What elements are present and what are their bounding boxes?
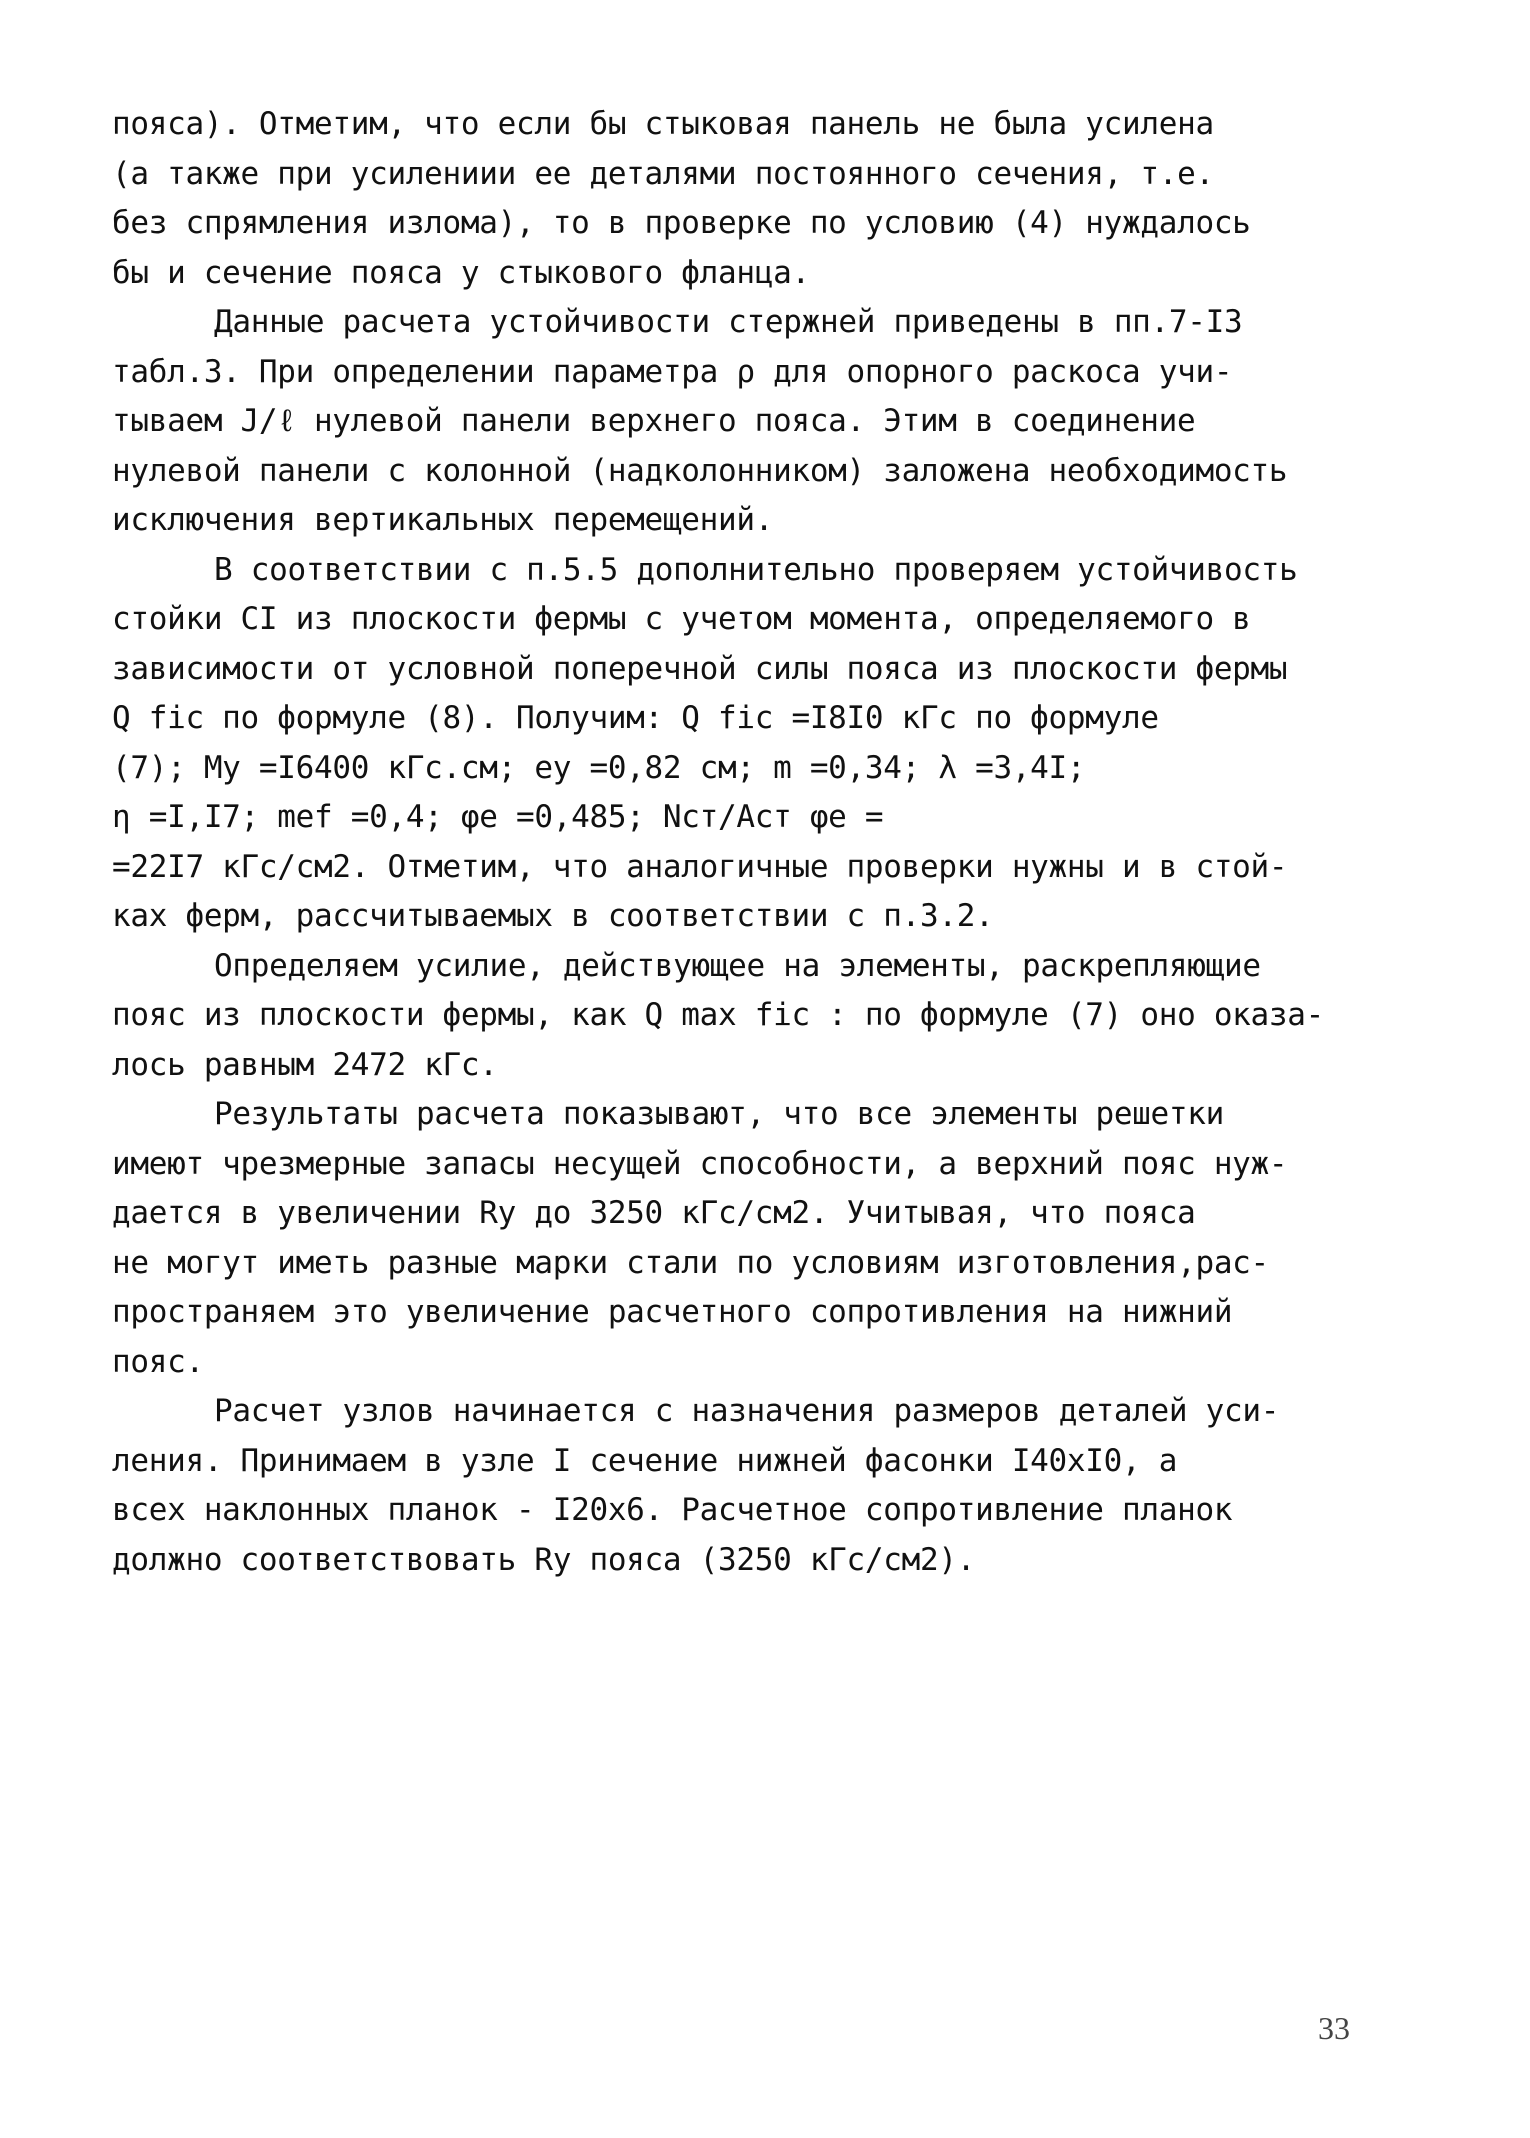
text-line: без спрямления излома), то в проверке по условию (4) нуждалось bbox=[112, 205, 1251, 241]
paragraph-start-line: Данные расчета устойчивости стержней приведены в пп.7-I3 bbox=[214, 304, 1243, 340]
text-line: ках ферм, рассчитываемых в соответствии с п.3.2. bbox=[112, 898, 994, 934]
text-line: стойки CI из плоскости фермы с учетом момента, определяемого в bbox=[112, 601, 1251, 637]
text-line: =22I7 кГс/см2. Отметим, что аналогичные проверки нужны и в стой- bbox=[112, 848, 1288, 885]
paragraph-start-line: Расчет узлов начинается с назначения размеров деталей уси- bbox=[214, 1393, 1280, 1429]
text-line: зависимости от условной поперечной силы пояса из плоскости фермы bbox=[112, 650, 1288, 687]
text-line: (а также при усилениии ее деталями постоянного сечения, т.е. bbox=[112, 155, 1214, 192]
text-line: табл.3. При определении параметра ρ для опорного раскоса учи- bbox=[112, 353, 1233, 390]
formula-line: η =I,I7; mef =0,4; φe =0,485; Nст/Aст φe = bbox=[112, 799, 884, 835]
paragraph-start-line: В соответствии с п.5.5 дополнительно проверяем устойчивость bbox=[214, 551, 1298, 588]
text-line: нулевой панели с колонной (надколонником) заложена необходимость bbox=[112, 452, 1288, 489]
paragraph-start-line: Определяем усилие, действующее на элементы, раскрепляющие bbox=[214, 947, 1261, 984]
formula-line: (7); My =I6400 кГс.см; ey =0,82 см; m =0,34; λ =3,4I; bbox=[112, 749, 1086, 786]
text-line: имеют чрезмерные запасы несущей способности, а верхний пояс нуж- bbox=[112, 1145, 1288, 1182]
text-line: лось равным 2472 кГс. bbox=[112, 1046, 498, 1083]
formula-line: Q fic по формуле (8). Получим: Q fic =I8I0 кГс по формуле bbox=[112, 700, 1159, 736]
body-text bbox=[112, 100, 1412, 1585]
formula-line: дается в увеличении Ry до 3250 кГс/см2. Учитывая, что пояса bbox=[112, 1195, 1196, 1231]
text-line: тываем J/ℓ нулевой панели верхнего пояса. Этим в соединение bbox=[112, 403, 1196, 439]
page-number: 33 bbox=[1318, 2010, 1350, 2046]
text-line: бы и сечение пояса у стыкового фланца. bbox=[112, 254, 810, 291]
text-line: пояс. bbox=[112, 1343, 204, 1380]
paragraph-start-line: Результаты расчета показывают, что все элементы решетки bbox=[214, 1096, 1224, 1132]
text-line: всех наклонных планок - I20x6. Расчетное сопротивление планок bbox=[112, 1492, 1233, 1528]
formula-line: должно соответствовать Ry пояса (3250 кГс/см2). bbox=[112, 1541, 976, 1578]
text-line: ления. Принимаем в узле I сечение нижней фасонки I40xI0, а bbox=[112, 1442, 1178, 1479]
text-line: не могут иметь разные марки стали по условиям изготовления,рас- bbox=[112, 1244, 1269, 1281]
text-line: пояса). Отметим, что если бы стыковая панель не была усилена bbox=[112, 106, 1214, 142]
formula-line: пояс из плоскости фермы, как Q max fic : по формуле (7) оно оказа- bbox=[112, 997, 1324, 1033]
text-line: исключения вертикальных перемещений. bbox=[112, 502, 774, 538]
text-line: пространяем это увеличение расчетного сопротивления на нижний bbox=[112, 1294, 1233, 1330]
